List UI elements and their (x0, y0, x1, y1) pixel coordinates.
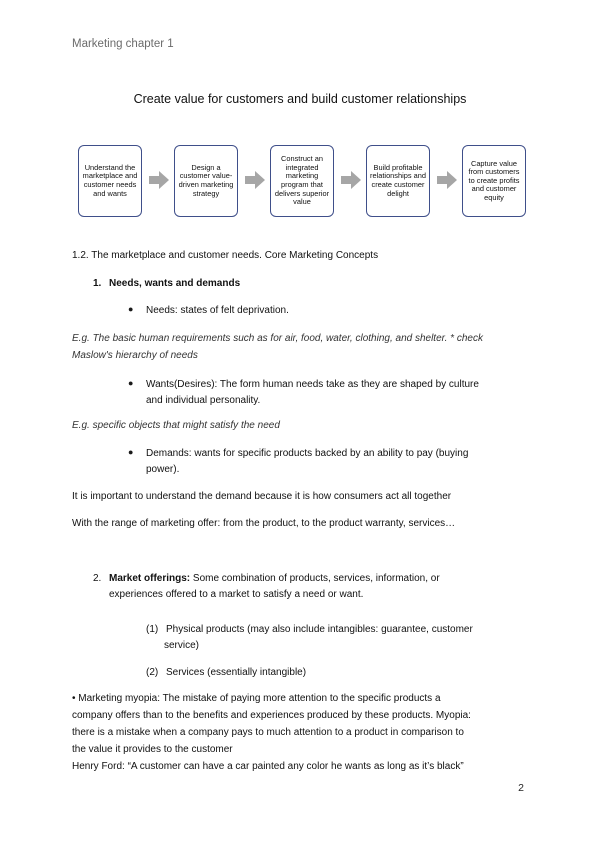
process-step-4: Build profitable relationships and create customer delight (366, 145, 430, 217)
process-step-2: Design a customer value-driven marketing strategy (174, 145, 238, 217)
subsection-title: Needs, wants and demands (109, 278, 241, 289)
needs-example-cont: Maslow's hierarchy of needs (72, 350, 198, 361)
paragraph: With the range of marketing offer: from the product, to the product warranty, services… (72, 518, 456, 529)
myopia-line: the value it provides to the customer (72, 744, 233, 755)
figure-title: Create value for customers and build customer relationships (133, 92, 467, 106)
arrow-right-icon (437, 171, 457, 189)
page-header: Marketing chapter 1 (72, 38, 174, 50)
demands-definition: Demands: wants for specific products backed by an ability to pay (buying (146, 448, 469, 459)
sub-list-item: Physical products (may also include intangibles: guarantee, customer (166, 624, 473, 635)
subsection-title: Market offerings: (109, 573, 191, 584)
needs-example: E.g. The basic human requirements such as for air, food, water, clothing, and shelter. * check (72, 333, 483, 344)
wants-definition-cont: and individual personality. (146, 395, 261, 406)
definition-text-cont: experiences offered to a market to satisfy a need or want. (109, 589, 364, 600)
arrow-right-icon (245, 171, 265, 189)
myopia-line: company offers than to the benefits and experiences produced by these products. Myopia: (72, 710, 471, 721)
list-number: 2. (93, 573, 102, 584)
sub-list-number: (1) (146, 624, 159, 635)
demands-definition-cont: power). (146, 464, 180, 475)
myopia-line: • Marketing myopia: The mistake of paying more attention to the specific products a (72, 693, 441, 704)
section-heading: 1.2. The marketplace and customer needs. Core Marketing Concepts (72, 250, 379, 261)
list-number: 1. (93, 278, 102, 289)
page-number: 2 (518, 782, 524, 794)
wants-definition: Wants(Desires): The form human needs take as they are shaped by culture (146, 379, 479, 390)
market-offerings-definition (109, 571, 440, 587)
paragraph: It is important to understand the demand because it is how consumers act all together (72, 491, 452, 502)
arrow-right-icon (341, 171, 361, 189)
bullet-icon: ● (128, 378, 134, 388)
sub-list-item: Services (essentially intangible) (166, 667, 307, 678)
definition-text: Some combination of products, services, information, or (190, 573, 440, 584)
quote: Henry Ford: “A customer can have a car painted any color he wants as long as it’s black” (72, 761, 464, 772)
sub-list-number: (2) (146, 667, 159, 678)
bullet-icon: ● (128, 447, 134, 457)
sub-list-item-cont: service) (164, 640, 200, 651)
process-step-1: Understand the marketplace and customer needs and wants (78, 145, 142, 217)
bullet-icon: ● (128, 304, 134, 314)
process-step-3: Construct an integrated marketing program that delivers superior value (270, 145, 334, 217)
needs-definition: Needs: states of felt deprivation. (146, 305, 289, 316)
myopia-line: there is a mistake when a company pays to much attention to a product in comparison to (72, 727, 464, 738)
arrow-right-icon (149, 171, 169, 189)
process-step-5: Capture value from customers to create profits and customer equity (462, 145, 526, 217)
wants-example: E.g. specific objects that might satisfy the need (72, 420, 280, 431)
